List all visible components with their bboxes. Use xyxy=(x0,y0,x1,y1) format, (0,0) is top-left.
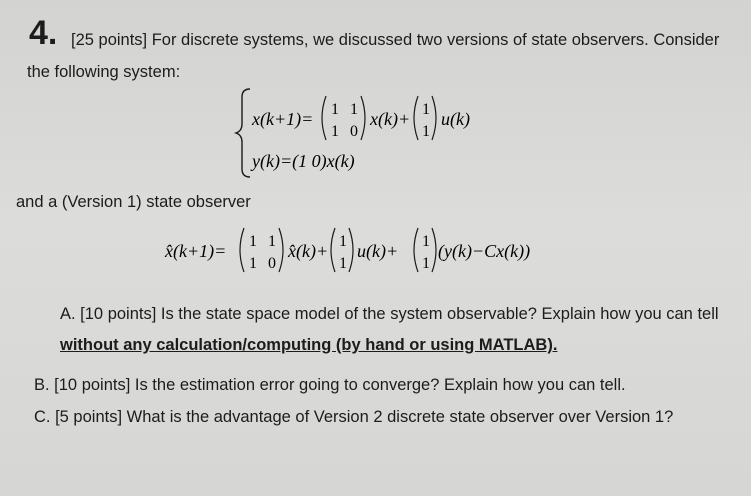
state-eq-lhs: x(k+1)= xyxy=(252,109,314,129)
observer-matrix-left-paren xyxy=(240,228,244,272)
observer-vector-l-right-paren xyxy=(432,228,436,272)
question-number: 4. xyxy=(29,14,58,52)
observer-matrix-a21: 1 xyxy=(249,255,257,272)
state-eq-mid: x(k)+ xyxy=(370,109,411,129)
question-header-line-2: the following system: xyxy=(27,63,181,81)
observer-vector-l2: 1 xyxy=(422,255,430,272)
observer-matrix-a12: 1 xyxy=(268,233,276,250)
state-vector-b1: 1 xyxy=(422,101,430,118)
observer-matrix-a11: 1 xyxy=(249,233,257,250)
observer-vector-l-left-paren xyxy=(414,228,418,272)
observer-intro: and a (Version 1) state observer xyxy=(16,193,251,211)
observer-eq-lhs: x̂(k+1)= xyxy=(165,241,227,261)
observer-eq-mid1: x̂(k)+ xyxy=(288,241,329,261)
question-header-line-1: [25 points] For discrete systems, we discussed two versions of state observers. Consider xyxy=(71,31,720,49)
observer-eq-tail: (y(k)−Cx(k)) xyxy=(438,241,531,261)
part-a-line-1: A. [10 points] Is the state space model of the system observable? Explain how you can tell xyxy=(60,305,719,323)
state-matrix-a22: 0 xyxy=(350,123,358,140)
observer-vector-b1: 1 xyxy=(339,233,347,250)
part-a-line-2: without any calculation/computing (by hand or using MATLAB). xyxy=(60,336,558,354)
observer-matrix-a22: 0 xyxy=(268,255,276,272)
state-matrix-a11: 1 xyxy=(331,101,339,118)
state-vector-b2: 1 xyxy=(422,123,430,140)
observer-eq-mid2: u(k)+ xyxy=(357,241,399,261)
output-eq: y(k)=(1 0)x(k) xyxy=(252,151,355,171)
state-matrix-a12: 1 xyxy=(350,101,358,118)
observer-vector-b-left-paren xyxy=(331,228,335,272)
part-c: C. [5 points] What is the advantage of Version 2 discrete state observer over Version 1? xyxy=(34,408,674,426)
observer-vector-b-right-paren xyxy=(349,228,353,272)
observer-vector-l1: 1 xyxy=(422,233,430,250)
state-eq-tail: u(k) xyxy=(441,109,470,129)
observer-matrix-right-paren xyxy=(279,228,283,272)
state-matrix-a21: 1 xyxy=(331,123,339,140)
observer-vector-b2: 1 xyxy=(339,255,347,272)
part-b: B. [10 points] Is the estimation error going to converge? Explain how you can tell. xyxy=(34,376,626,394)
